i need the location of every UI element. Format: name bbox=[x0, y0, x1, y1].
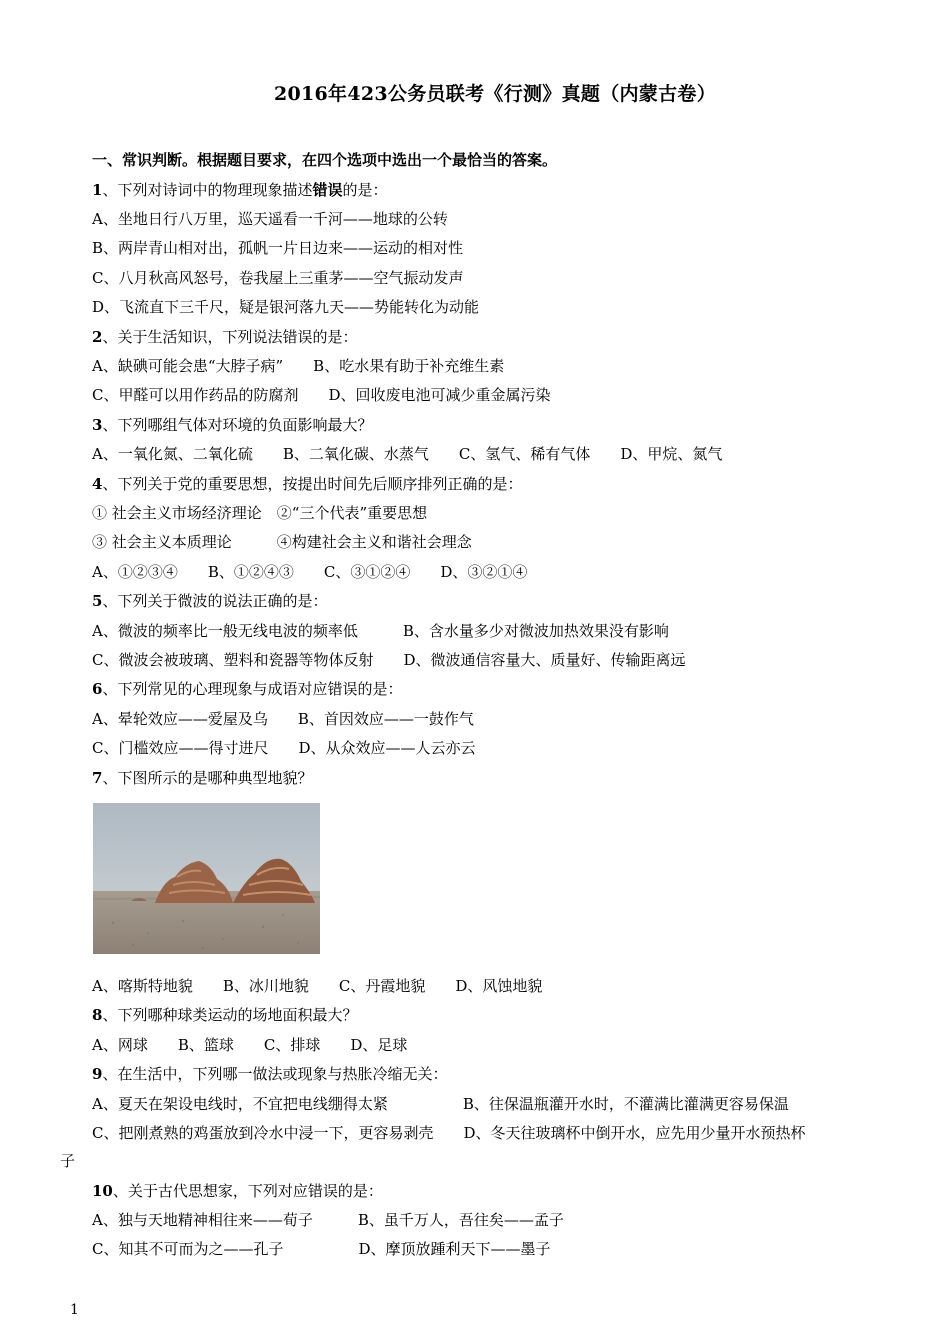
option-line-wrap: 子 bbox=[60, 1152, 76, 1170]
question-stem-text: 、下列关于党的重要思想，按提出时间先后顺序排列正确的是： bbox=[102, 475, 523, 493]
question-stem-text: 、下列关于微波的说法正确的是： bbox=[102, 592, 328, 610]
option-line: ③ 社会主义本质理论 ④构建社会主义和谐社会理念 bbox=[92, 533, 472, 551]
option-line: A、独与天地精神相往来——荀子 B、虽千万人，吾往矣——孟子 bbox=[92, 1211, 564, 1229]
page-number: 1 bbox=[70, 1302, 79, 1318]
question-stem-text: 、关于古代思想家，下列对应错误的是： bbox=[112, 1182, 383, 1200]
option-line: D、飞流直下三千尺，疑是银河落九天——势能转化为动能 bbox=[92, 298, 480, 316]
question-number: 7 bbox=[92, 769, 103, 787]
question-number: 5 bbox=[92, 592, 103, 610]
question-5-stem bbox=[92, 591, 327, 611]
question-number: 10 bbox=[92, 1182, 113, 1200]
landform-photo-illustration bbox=[93, 803, 320, 954]
question-stem-text: 、下列对诗词中的物理现象描述 bbox=[102, 181, 313, 199]
option-line: A、晕轮效应——爱屋及乌 B、首因效应——一鼓作气 bbox=[92, 710, 474, 728]
question-number: 9 bbox=[92, 1065, 103, 1083]
question-1-stem bbox=[92, 180, 387, 200]
option-line: B、两岸青山相对出，孤帆一片日边来——运动的相对性 bbox=[92, 239, 464, 257]
question-8-stem bbox=[92, 1005, 357, 1025]
question-number: 1 bbox=[92, 181, 103, 199]
question-stem-text: 、下列哪种球类运动的场地面积最大？ bbox=[102, 1006, 358, 1024]
option-line: A、一氧化氮、二氧化硫 B、二氧化碳、水蒸气 C、氢气、稀有气体 D、甲烷、氮气 bbox=[92, 445, 723, 463]
option-line: C、微波会被玻璃、塑料和瓷器等物体反射 D、微波通信容量大、质量好、传输距离远 bbox=[92, 651, 686, 669]
question-7-stem bbox=[92, 768, 312, 788]
question-stem-text: 、下图所示的是哪种典型地貌？ bbox=[102, 769, 313, 787]
option-line: A、坐地日行八万里，巡天遥看一千河——地球的公转 bbox=[92, 210, 448, 228]
question-9-stem bbox=[92, 1064, 447, 1084]
option-line: A、夏天在架设电线时，不宜把电线绷得太紧 B、往保温瓶灌开水时，不灌满比灌满更容易保温 bbox=[92, 1095, 789, 1113]
option-line: C、八月秋高风怒号，卷我屋上三重茅——空气振动发声 bbox=[92, 269, 464, 287]
question-stem-text: 、关于生活知识，下列说法错误的是： bbox=[102, 328, 358, 346]
question-10-stem bbox=[92, 1181, 383, 1201]
question-number: 4 bbox=[92, 475, 103, 493]
question-stem-text: 、下列哪组气体对环境的负面影响最大？ bbox=[102, 416, 373, 434]
option-line: C、门槛效应——得寸进尺 D、从众效应——人云亦云 bbox=[92, 739, 476, 757]
page-title: 2016年423公务员联考《行测》真题（内蒙古卷） bbox=[273, 83, 717, 105]
question-4-stem bbox=[92, 474, 522, 494]
option-line: ① 社会主义市场经济理论 ②“三个代表”重要思想 bbox=[92, 504, 428, 522]
question-stem-text: 、在生活中，下列哪一做法或现象与热胀冷缩无关： bbox=[102, 1065, 448, 1083]
question-number: 8 bbox=[92, 1006, 103, 1024]
option-line: A、微波的频率比一般无线电波的频率低 B、含水量多少对微波加热效果没有影响 bbox=[92, 622, 669, 640]
option-line: C、知其不可而为之——孔子 D、摩顶放踵利天下——墨子 bbox=[92, 1240, 551, 1258]
section-heading: 一、常识判断。根据题目要求，在四个选项中选出一个最恰当的答案。 bbox=[92, 151, 558, 169]
question-stem-text: 的是： bbox=[342, 181, 388, 199]
option-line: A、缺碘可能会患“大脖子病” B、吃水果有助于补充维生素 bbox=[92, 357, 505, 375]
question-6-stem bbox=[92, 679, 402, 699]
option-line: C、把刚煮熟的鸡蛋放到冷水中浸一下，更容易剥壳 D、冬天往玻璃杯中倒开水，应先用少量开水预热杯 bbox=[92, 1124, 806, 1142]
option-line: C、甲醛可以用作药品的防腐剂 D、回收废电池可减少重金属污染 bbox=[92, 386, 551, 404]
question-number: 3 bbox=[92, 416, 103, 434]
question-number: 6 bbox=[92, 680, 103, 698]
question-number: 2 bbox=[92, 328, 103, 346]
option-line: A、网球 B、篮球 C、排球 D、足球 bbox=[92, 1036, 408, 1054]
question-3-stem bbox=[92, 415, 372, 435]
question-2-stem bbox=[92, 327, 357, 347]
option-line: A、①②③④ B、①②④③ C、③①②④ D、③②①④ bbox=[92, 563, 528, 581]
option-line: A、喀斯特地貌 B、冰川地貌 C、丹霞地貌 D、风蚀地貌 bbox=[92, 977, 543, 995]
question-stem-text: 、下列常见的心理现象与成语对应错误的是： bbox=[102, 680, 403, 698]
landform-photo bbox=[93, 803, 320, 954]
emphasis-text: 错误 bbox=[312, 181, 343, 199]
